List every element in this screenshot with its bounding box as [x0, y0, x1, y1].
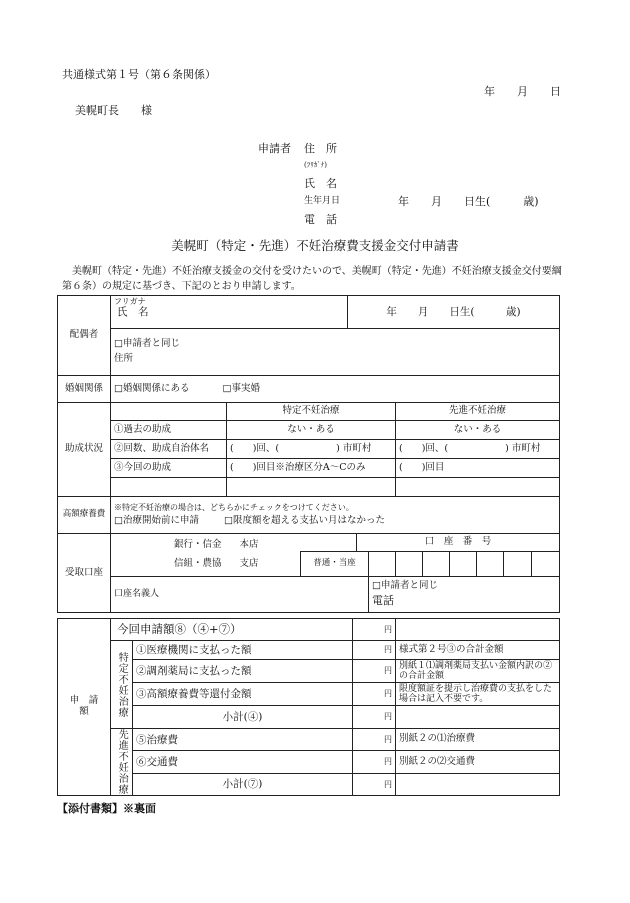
marriage-section-label: 婚姻関係	[58, 376, 111, 403]
subsidy-row3-v2: ( )回目	[396, 459, 560, 478]
amount-subtotal2: 小計(⑦)	[133, 773, 353, 795]
account-digit-6[interactable]	[504, 552, 532, 577]
amount-table	[57, 618, 560, 796]
applicant-birth-format: 年 月 日生( 歳)	[398, 195, 539, 208]
account-digit-3[interactable]	[423, 552, 450, 577]
subsidy-row1-label: ①過去の助成	[111, 421, 227, 440]
account-contact-cell	[369, 577, 560, 613]
spouse-address-cell	[111, 329, 560, 376]
addressee: 美幌町長 様	[75, 104, 152, 117]
union-type: 信組・農協	[174, 558, 222, 569]
amount-row1: ①医療機関に支払った額	[133, 641, 353, 660]
amount-row5-yen: 円	[353, 729, 396, 751]
bank-type: 銀行・信金	[174, 539, 222, 551]
marriage-opt1[interactable]: □婚姻関係にある	[114, 382, 190, 394]
intro-text: 美幌町（特定・先進）不妊治療支援金の交付を受けたいので、美幌町（特定・先進）不妊治療支援金交付要綱第６条）の規定に基づき、下記のとおり申請します。	[62, 266, 562, 292]
amount-subtotal1-note	[396, 706, 560, 729]
account-digit-5[interactable]	[477, 552, 504, 577]
amount-row2: ②調剤薬局に支払った額	[133, 660, 353, 683]
page-title: 美幌町（特定・先進）不妊治療費支援金交付申請書	[171, 238, 459, 253]
applicant-furigana-label: (ﾌﾘｶﾞﾅ)	[304, 161, 327, 169]
account-digit-4[interactable]	[450, 552, 477, 577]
amount-section-label: 申 請 額	[58, 619, 111, 796]
subsidy-row3-v1: ( )回目※治療区分A～Cのみ	[227, 459, 396, 478]
subsidy-row2-v2: ( )回、( ) 市町村	[396, 440, 560, 459]
amount-row3-yen: 円	[353, 683, 396, 706]
amount-row5: ⑤治療費	[133, 729, 353, 751]
applicant-label: 申請者	[258, 142, 291, 155]
amount-row6: ⑥交通費	[133, 751, 353, 773]
bank-cell	[111, 534, 301, 577]
highcost-opt2[interactable]: □限度額を超える支払い月はなかった	[224, 515, 385, 527]
account-digit-1[interactable]	[369, 552, 396, 577]
highcost-section-label: 高額療養費	[58, 497, 111, 534]
amount-row1-note: 様式第２号③の合計金額	[396, 641, 560, 660]
spouse-address-label: 住所	[114, 353, 134, 364]
subsidy-section-label: 助成状況	[58, 403, 111, 497]
highcost-cell	[111, 497, 560, 534]
amount-total-yen: 円	[353, 619, 396, 641]
bank-branch2: 支店	[239, 558, 259, 569]
amount-total-note	[396, 619, 560, 641]
spouse-birth: 年 月 日生( 歳)	[348, 296, 560, 329]
marriage-opt2[interactable]: □事実婚	[222, 382, 260, 394]
applicant-phone-label: 電 話	[304, 213, 337, 226]
amount-subtotal2-yen: 円	[353, 773, 396, 795]
amount-total-label: 今回申請額⑧（④+⑦）	[111, 619, 353, 641]
amount-row1-yen: 円	[353, 641, 396, 660]
spouse-name-cell	[111, 296, 348, 329]
subsidy-col2: 先進不妊治療	[396, 403, 560, 421]
subsidy-row4-v2	[396, 478, 560, 497]
account-holder-label: 口座名義人	[111, 577, 369, 613]
amount-row2-yen: 円	[353, 660, 396, 683]
subsidy-row1-v1: ない・ある	[227, 421, 396, 440]
account-type-blank	[301, 534, 357, 552]
spouse-section-label: 配偶者	[58, 296, 111, 376]
subsidy-row3-label: ③今回の助成	[111, 459, 227, 478]
amount-row5-note: 別紙２の⑴治療費	[396, 729, 560, 751]
spouse-same-checkbox[interactable]: □申請者と同じ	[114, 338, 180, 350]
highcost-table	[57, 496, 560, 534]
amount-subtotal2-note	[396, 773, 560, 795]
amount-row3-note: 限度額証を提示し治療費の支払をした場合は記入不要です。	[396, 683, 560, 706]
account-digit-7[interactable]	[532, 552, 560, 577]
account-digit-2[interactable]	[396, 552, 423, 577]
subsidy-row1-v2: ない・ある	[396, 421, 560, 440]
account-number-label: 口 座 番 号	[357, 534, 560, 552]
senshin-label: 先進不妊治療	[111, 729, 133, 796]
date-line: 年 月 日	[484, 85, 561, 98]
marriage-table	[57, 375, 560, 403]
account-type: 普通・当座	[301, 552, 369, 577]
account-phone-label: 電話	[372, 594, 394, 608]
marriage-options	[111, 376, 560, 403]
subsidy-col1: 特定不妊治療	[227, 403, 396, 421]
bank-branch1: 本店	[239, 539, 259, 551]
subsidy-row4-blank	[111, 478, 227, 497]
amount-subtotal1-yen: 円	[353, 706, 396, 729]
applicant-birth-label: 生年月日	[304, 196, 341, 206]
subsidy-row2-v1: ( )回、( ) 市町村	[227, 440, 396, 459]
applicant-name-label: 氏 名	[304, 177, 337, 190]
subsidy-header-blank	[111, 403, 227, 421]
subsidy-row4-v1	[227, 478, 396, 497]
amount-subtotal1: 小計(④)	[133, 706, 353, 729]
spouse-furigana: フリガナ	[114, 297, 146, 306]
subsidy-table	[57, 402, 560, 497]
applicant-address-label: 住 所	[304, 142, 337, 155]
amount-row3: ③高額療養費等還付金額	[133, 683, 353, 706]
spouse-table	[57, 295, 560, 376]
highcost-note: ※特定不妊治療の場合は、どちらかにチェックをつけてください。	[114, 502, 354, 512]
form-number: 共通様式第１号（第６条関係）	[62, 68, 216, 81]
account-table	[57, 533, 560, 613]
amount-row2-note: 別紙１⑴調剤薬局支払い金額内訳の②の合計金額	[396, 660, 560, 683]
account-section-label: 受取口座	[58, 534, 111, 613]
attachments-note: 【添付書類】※裏面	[57, 802, 156, 815]
tokutei-label: 特定不妊治療	[111, 641, 133, 729]
amount-row6-yen: 円	[353, 751, 396, 773]
subsidy-row2-label: ②回数、助成自治体名	[111, 440, 227, 459]
amount-row6-note: 別紙２の⑵交通費	[396, 751, 560, 773]
highcost-opt1[interactable]: □治療開始前に申請	[114, 515, 199, 527]
account-same-checkbox[interactable]: □申請者と同じ	[372, 580, 438, 592]
spouse-name-label: 氏 名	[117, 306, 149, 319]
